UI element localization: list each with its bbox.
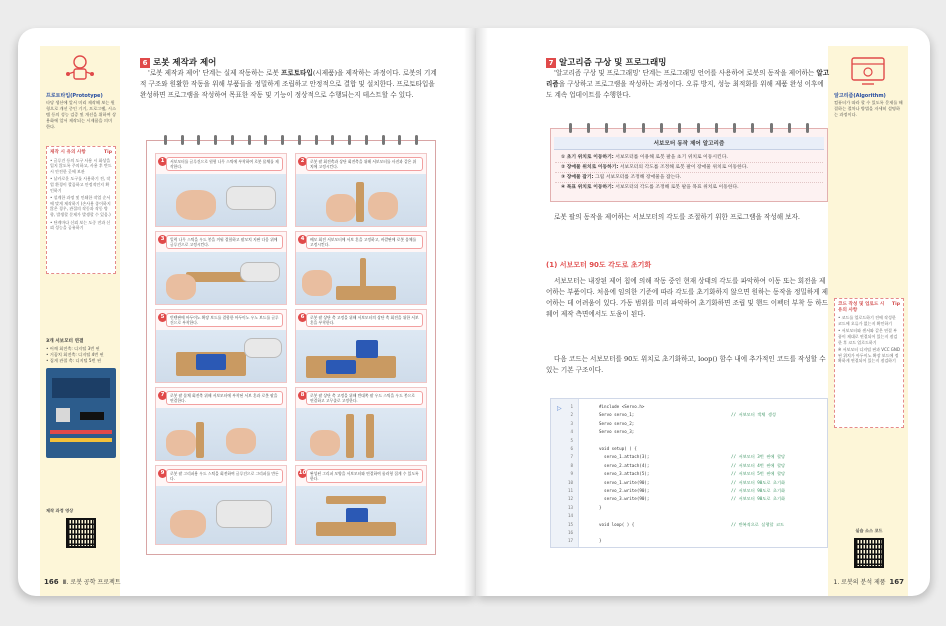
- section-number: 6: [140, 58, 150, 68]
- code-comment: // 반복적으로 실행할 코드: [731, 521, 785, 527]
- step-photo: [296, 408, 426, 460]
- assembly-steps-notebook: [146, 140, 436, 555]
- code-text: servo_2.attach(4);: [599, 462, 650, 468]
- step-number: 10: [298, 470, 307, 476]
- qr-code-source[interactable]: [854, 538, 884, 568]
- code-line: [551, 479, 827, 487]
- step-caption: 로봇 팔 회전축과 상단 회전축을 위해 서보모터를 사진과 같은 위치에 고정시킨다.: [306, 157, 423, 171]
- algorithm-title: 서보모터 동작 제어 알고리즘: [554, 137, 824, 150]
- paragraph-text: (시제품)을 제작하는 과정이다. 로봇의 기계적 구조와 원활한 작동을 위해 부품들을 정밀하게 조립하고 안정적으로 결합 및 설치한다. 프로토타입을 완성하면 프로그램을 작성하여 목표한 작동 및 기능이 정상적으로 수행되는지 테스트할 수 있다.: [140, 69, 437, 99]
- connect-line: • 거꿈치 회전축: 디지털 4번 핀: [46, 352, 104, 357]
- code-text: }: [599, 504, 602, 510]
- code-text: Servo servo_3;: [599, 429, 635, 435]
- code-text: #include <Servo.h>: [599, 404, 645, 409]
- term-prototype-desc: 타당 생산에 앞서 미리 제작해 보는 원형으로 개선 중인 기기, 프로그램, 시스템 등의 성능 검증 및 개선을 위하여 상용화에 앞서 제작되는 시제품을 의미한다.: [46, 100, 116, 129]
- code-line: [551, 453, 827, 461]
- term-prototype-title: 프로토타입(Prototype): [46, 93, 103, 99]
- page-folio-right: [834, 577, 904, 586]
- step-photo: [296, 174, 426, 226]
- algorithm-step-text: 그립 서보모터를 조정해 장애물을 잡는다.: [593, 175, 682, 180]
- tip-label: Tip: [892, 302, 900, 307]
- line-number: 10: [567, 479, 573, 485]
- tip-item: • 단계마다 신뢰 보는 도중 전과 신뢰 성능을 공유하기: [50, 219, 111, 231]
- code-text: }: [599, 538, 602, 544]
- paragraph-bold-term: 알고리즘: [546, 69, 830, 88]
- code-comment: // 서보모터 3번 핀에 할당: [731, 454, 786, 460]
- qr-code-video[interactable]: [66, 518, 96, 548]
- assembly-step: [295, 387, 427, 461]
- code-line: [551, 537, 827, 545]
- tip-label: Tip: [104, 150, 112, 155]
- section-title: 알고리즘 구상 및 프로그래밍: [559, 58, 667, 68]
- code-comment: // 서보모터 5번 핀에 할당: [731, 471, 786, 477]
- paragraph-bold-term: 프로토타입: [280, 69, 313, 77]
- line-number: 5: [570, 437, 573, 443]
- step-photo: [156, 408, 286, 460]
- code-text: servo_1.write(90);: [599, 479, 650, 485]
- line-number: 8: [570, 462, 573, 468]
- step-caption: 로봇 팔 그리퍼용 우드 스틱을 회전하여 글루건으로 그리퍼를 만든다.: [166, 469, 283, 483]
- algorithm-step-label: ④ 목표 위치로 이동하기:: [561, 185, 614, 190]
- subsection-paragraph: 서보모터는 내장된 제어 칩에 의해 작동 중인 현재 상태의 각도를 파악하여 이동 또는 회전을 제어하는 부품이다. 처음에 임의한 기준에 따라 각도를 초기화하지 않으면 원하는 동작을 정밀하게 제어하는 데 어려움이 있다. 가동 범위를 미리 파악하여 초기화하면 조립 및 핸드 이펙터 부착 등 하드웨어 제작 측면에서도 도움이 된다.: [546, 277, 829, 318]
- step-number: 4: [298, 235, 307, 244]
- qr-label: 실습 소스 코드: [855, 528, 883, 533]
- tip-title: 코드 작성 및 업로드 시 유의 사항: [838, 302, 885, 313]
- code-text: Servo servo_2;: [599, 420, 635, 426]
- step-number: 7: [158, 391, 167, 400]
- paragraph-text: '로봇 제작과 제어' 단계는 실제 작동하는 로봇: [148, 69, 281, 77]
- step-number: 8: [298, 391, 307, 400]
- step-photo: [296, 486, 426, 544]
- assembly-step: [295, 153, 427, 227]
- term-algorithm-title: 알고리즘(Algorithm): [834, 93, 886, 99]
- section-title: 로봇 제작과 제어: [153, 58, 217, 68]
- step-photo: [156, 330, 286, 382]
- code-text: servo_1.attach(3);: [599, 454, 650, 460]
- code-line: [551, 487, 827, 495]
- assembly-step: [155, 465, 287, 545]
- step-photo: [156, 174, 286, 226]
- assembly-step: [295, 309, 427, 383]
- code-line: [551, 521, 827, 529]
- code-line: [551, 504, 827, 512]
- code-line: [551, 411, 827, 419]
- step-caption: 일력 나무 스틱을 우드 봉을 끼워 결합하고 팔모치 지판 다음 위에 글루건으로 고정시킨다.: [166, 235, 283, 249]
- tip-item: • 코드를 업로드하기 전에 작성한 코드에 오류가 없는지 확인하기: [838, 315, 896, 326]
- term-algorithm-desc: 컴퓨터가 따라 할 수 있도록 문제를 해결하는 절차나 방법을 자세히 설명하는 과정이다.: [834, 100, 903, 117]
- algorithm-step-label: ② 장애물 위치로 이동하기:: [561, 165, 619, 170]
- section-paragraph: [546, 68, 830, 101]
- code-line: [551, 428, 827, 436]
- algorithm-step: [555, 183, 823, 192]
- program-intro: 로봇 팔의 동작을 제어하는 서보모터의 각도를 조절하기 위한 프로그램을 작성해 보자.: [554, 213, 800, 221]
- code-block: [550, 398, 828, 548]
- code-text: servo_3.attach(5);: [599, 471, 650, 477]
- page-number: 166: [44, 578, 59, 586]
- code-line: [551, 495, 827, 503]
- algorithm-step: [555, 153, 823, 163]
- step-caption: 로봇 팔 상단 축 고정을 위해 반대쪽 팔 우드 스틱을 우드 봉으로 연결하고 고무줄로 고정한다.: [306, 391, 423, 405]
- assembly-step: [155, 153, 287, 227]
- algorithm-step-label: ① 초기 위치로 이동하기:: [561, 155, 614, 160]
- step-caption: 배모 회전 서보모터에 서보 혼을 고정하고, 바깥판에 로봇 몸체를 고정시킨다.: [306, 235, 423, 249]
- code-text: servo_3.write(90);: [599, 496, 650, 502]
- step-number: 3: [158, 235, 167, 244]
- assembly-step: [295, 231, 427, 305]
- step-number: 2: [298, 157, 307, 166]
- code-line: [551, 403, 827, 411]
- arduino-board-image: [46, 368, 116, 458]
- right-page: [476, 28, 930, 596]
- code-line: [551, 462, 827, 470]
- algorithm-step: [555, 173, 823, 183]
- part-title: Ⅲ. 로봇 공학 프로젝트: [62, 579, 121, 586]
- tip-item: • 설계한 과정 및 인쇄한 작업 순서에 맞게 제작하기 (손사용 종이하지 않은 경우, 관절의 작동과 작동 방향, 발생할 문제가 발생할 수 있음.): [50, 195, 111, 217]
- code-line: [551, 420, 827, 428]
- code-line: [551, 445, 827, 453]
- right-sidebar: [828, 46, 908, 596]
- algorithm-step-text: 서보모터의 각도를 조정해 로봇 팔이 장애물 위치로 이동한다.: [618, 165, 748, 170]
- code-text: servo_2.write(90);: [599, 488, 650, 493]
- line-number: 1: [570, 404, 573, 409]
- subsection-paragraph-2: 다음 코드는 서보모터를 90도 위치로 초기화하고, loop() 함수 내에 추가적인 코드를 작성할 수 있는 기본 구조이다.: [546, 355, 826, 374]
- tip-item: ※ 서보모터 디지털 핀과 VCC GND 핀 위치가 아두이노 확장 보드에 정확하게 연결되어 있는지 점검하기: [838, 347, 900, 364]
- tip-box-safety: [46, 146, 116, 274]
- step-caption: 빈텐판에 아두이노 확장 보드를 결합한 아두이노 우노 보드를 글루건으로 부착한다.: [166, 313, 283, 327]
- step-photo: [156, 486, 286, 544]
- assembly-step: [155, 387, 287, 461]
- code-comment: // 서보모터 90도로 초기화: [731, 496, 786, 502]
- step-number: 1: [158, 157, 167, 166]
- line-number: 9: [570, 471, 573, 477]
- paragraph-text: 을 구상하고 프로그램을 작성하는 과정이다. 오류 방지, 성능 최적화를 위해 제품 완성 이후에도 계속 업데이트를 수행한다.: [546, 80, 824, 99]
- step-photo: [156, 252, 286, 304]
- step-photo: [296, 252, 426, 304]
- qr-label: 제작 과정 영상: [46, 508, 74, 513]
- code-line: [551, 470, 827, 478]
- step-photo: [296, 330, 426, 382]
- line-number: 12: [567, 496, 573, 502]
- line-number: 13: [567, 504, 573, 510]
- line-number: 17: [567, 538, 573, 544]
- left-sidebar: [40, 46, 120, 596]
- line-number: 16: [567, 530, 573, 535]
- run-arrow-icon[interactable]: ▷: [557, 405, 562, 412]
- section-heading-7: [546, 50, 666, 69]
- step-number: 9: [158, 469, 167, 478]
- part-title: 1. 로봇의 분석 제품: [833, 579, 886, 586]
- line-number: 3: [570, 420, 573, 426]
- code-line: [551, 529, 827, 537]
- code-text: void setup( ) {: [599, 446, 637, 451]
- notebook-rings: [551, 123, 827, 133]
- code-text: void loop( ) {: [599, 521, 635, 527]
- step-caption: 로봇 팔 몸체 회전축 위해 서보모터에 부착된 서보 혼과 로봇 팔을 연결한다.: [166, 391, 283, 405]
- code-line: [551, 437, 827, 445]
- code-line: [551, 512, 827, 520]
- line-number: 11: [567, 488, 573, 493]
- page-folio-left: [44, 577, 121, 586]
- connect-title: 3개 서보모터 연결: [46, 339, 84, 344]
- connect-line: • 어깨 회전축: 디지털 3번 핀: [46, 346, 100, 351]
- algorithm-step-label: ③ 장애물 잡기:: [561, 175, 594, 180]
- assembly-step: [295, 465, 427, 545]
- code-comment: // 서보모터 90도로 초기화: [731, 479, 786, 485]
- tip-item: • 서보모터와 센서와 같은 연결 부품이 제대로 연결되어 있는지 점검한 후 코드 업로드하기: [838, 328, 898, 345]
- algorithm-step-text: 서보모터를 이용해 로봇 팔을 초기 위치로 이동시킨다.: [613, 155, 728, 160]
- subsection-title: (1) 서보모터 90도 각도로 초기화: [546, 261, 652, 269]
- algorithm-step-text: 서보모터의 각도를 조정해 로봇 팔을 목표 위치로 이동한다.: [613, 185, 739, 190]
- step-caption: 로봇 팔 상단 축 고정을 위해 서보모터의 상단 축 회전을 위한 서보 혼을 부착한다.: [306, 313, 423, 327]
- step-number: 6: [298, 313, 307, 322]
- notebook-rings: [147, 135, 435, 145]
- tip-item: • 날카로운 도구를 사용하기 전, 작업 환경이 깔끔하고 안정적인지 확인하기: [50, 176, 111, 193]
- textbook-spread: [18, 28, 930, 596]
- line-number: 15: [567, 521, 573, 527]
- section-heading-6: [140, 50, 216, 69]
- line-number: 6: [570, 446, 573, 451]
- section-number: 7: [546, 58, 556, 68]
- connect-line: • 집게 관절 축: 디지털 5번 핀: [46, 358, 101, 363]
- line-number: 7: [570, 454, 573, 460]
- assembly-step: [155, 231, 287, 305]
- algorithm-icon: [848, 54, 888, 86]
- line-number: 4: [570, 429, 573, 435]
- left-page: [18, 28, 476, 596]
- robot-icon: [62, 52, 98, 88]
- tip-title: 제작 시 유의 사항: [50, 150, 86, 155]
- line-number: 14: [567, 513, 573, 519]
- algorithm-step: [555, 163, 823, 173]
- section-paragraph: [140, 68, 440, 101]
- page-number: 167: [889, 578, 904, 586]
- line-number: 2: [570, 412, 573, 418]
- tip-box-upload: [834, 298, 904, 428]
- step-number: 5: [158, 313, 167, 322]
- tip-item: • 글루건 등의 도구 사용 시 화상을 입지 않도록 주의하고, 사용 후 반드시 안전한 곳에 보관: [50, 157, 112, 174]
- code-comment: // 서보모터 4번 핀에 할당: [731, 462, 786, 468]
- assembly-step: [155, 309, 287, 383]
- step-caption: 서보모터를 글루건으로 원형 나무 스틱에 부착하여 로봇 몸체를 제작한다.: [166, 157, 283, 171]
- code-comment: // 서보모터 90도로 초기화: [731, 488, 786, 493]
- algorithm-box: [550, 128, 828, 202]
- step-caption: 완성된 그리퍼 모양을 서보모터와 연결하여 롤러형 집게 수 있도록 한다.: [306, 469, 423, 483]
- code-text: Servo servo_1;: [599, 412, 635, 418]
- code-comment: // 서보모터 객체 생성: [731, 412, 776, 418]
- paragraph-text: '알고리즘 구상 및 프로그래밍' 단계는 프로그래밍 언어를 사용하여 로봇의 동작을 제어하는: [554, 69, 817, 77]
